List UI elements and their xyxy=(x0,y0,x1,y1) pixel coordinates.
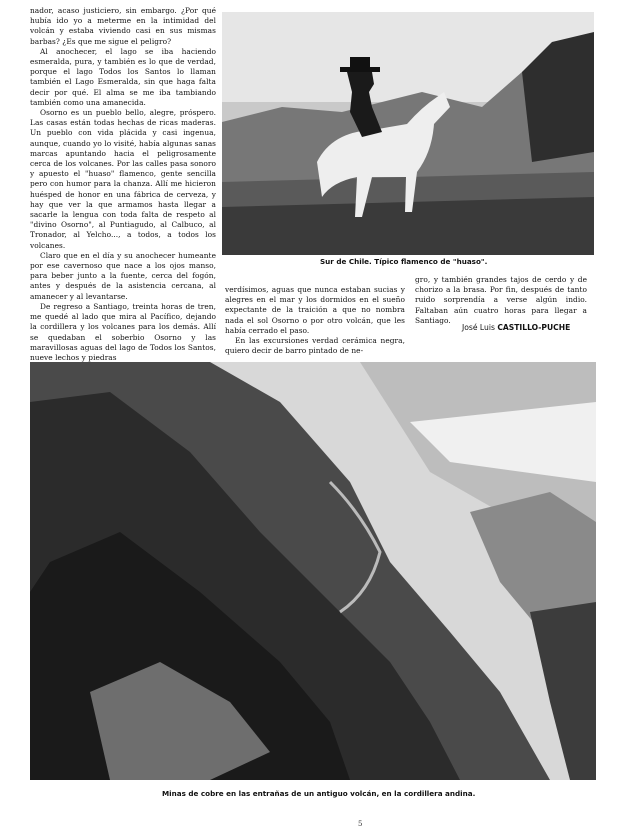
page-number: 5 xyxy=(358,820,363,828)
paragraph: En las excursiones verdad cerámica negra, quiero decir de barro pintado de ne- xyxy=(225,336,405,356)
paragraph: De regreso a Santiago, treinta horas de tren, me quedé al lado que mira al Pacífico, dejando la cordillera y los volcanes para los demás. Allí se quedaban el soberbio Osorno y las maravillosas aguas del lago de Todos los Santos, nueve lechos y piedras xyxy=(30,301,216,362)
article-column-1 xyxy=(30,6,216,363)
paragraph: gro, y también grandes tajos de cerdo y de chorizo a la brasa. Por fin, después de tanto ruido sorprendía a verse algún indio. Faltaban aún cuatro horas para llegar a Santiago. xyxy=(415,275,587,325)
paragraph: nador, acaso justiciero, sin embargo. ¿Por qué hubía ido yo a meterme en la intimidad del volcán y estaba viviendo casi en sus mismas barbas? ¿Es que me sigue el peligro? xyxy=(30,6,216,46)
paragraph: Claro que en el día y su anochecer humeante por ese cavernoso que nace a los ojos manso, para beber junto a la fuente, cerca del fogón, antes y después de la asistencia cercana, al amanecer y al levantarse. xyxy=(30,250,216,301)
copper-mine-photo xyxy=(30,362,596,780)
horse-rider-photo xyxy=(222,12,594,255)
author-signature xyxy=(462,323,570,332)
article-column-2 xyxy=(225,285,405,356)
author-surname: CASTILLO-PUCHE xyxy=(497,323,571,332)
author-first-name: José Luis xyxy=(462,323,495,332)
paragraph: Osorno es un pueblo bello, alegre, próspero. Las casas están todas hechas de ricas maderas. Un pueblo con vida plácida y casi ingenua, aunque, cuando yo lo visité, había algunas sanas marcas apuntando hacia el peligrosamente cerca de los volcanes. Por las calles pasa sonoro y apuesto el "huaso" flamenco, gente sencilla pero con humor para la chanza. Allí me hicieron huésped de honor en una fábrica de cerveza, y hay que ver la que armamos hasta llegar a sacarle la lengua con toda falta de respeto al "divino Osorno", al Puntiagudo, al Calbuco, al Tronador, al Yelcho..., a todos, a todos los volcanes. xyxy=(30,108,216,250)
paragraph: verdísimos, aguas que nunca estaban sucias y alegres en el mar y los dormidos en el sueño expectante de la traición a que no nombra nada el sol Osorno o por otro volcán, que les había cerrado el paso. xyxy=(225,285,405,335)
top-photo-caption: Sur de Chile. Típico flamenco de "huaso". xyxy=(320,257,488,266)
big-photo-caption: Minas de cobre en las entrañas de un antiguo volcán, en la cordillera andina. xyxy=(162,789,476,798)
article-column-3 xyxy=(415,275,587,326)
paragraph: Al anochecer, el lago se iba haciendo esmeralda, pura, y también es lo que de verdad, porque el lago Todos los Santos lo llaman también el Lago Esmeralda, sin que haga falta decir por qué. El alma se me iba tambiando también como una amanecida. xyxy=(30,46,216,107)
